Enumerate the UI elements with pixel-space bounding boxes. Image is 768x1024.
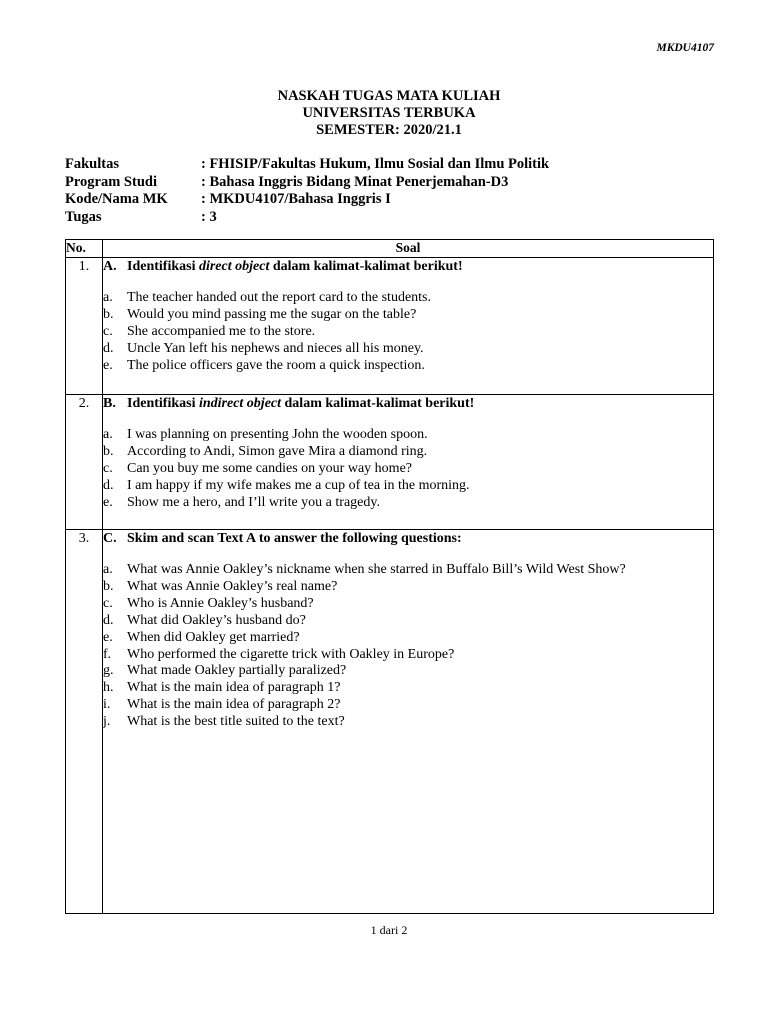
instruction-emphasis: indirect object bbox=[198, 396, 282, 411]
question-number: 1. bbox=[66, 258, 103, 395]
section-letter: C. bbox=[103, 531, 117, 546]
instruction-text: dalam kalimat-kalimat berikut! bbox=[269, 259, 463, 274]
info-label: Kode/Nama MK bbox=[65, 191, 168, 207]
item-label: d. bbox=[103, 612, 114, 628]
item-text: What was Annie Oakley’s nickname when she starred in Buffalo Bill’s Wild West Show? bbox=[127, 562, 626, 577]
list-item bbox=[103, 562, 713, 579]
course-code: MKDU4107 bbox=[656, 42, 714, 54]
list-item bbox=[103, 495, 713, 512]
course-info bbox=[65, 156, 549, 226]
item-label: b. bbox=[103, 306, 114, 322]
item-label: c. bbox=[103, 595, 113, 611]
info-row-fakultas bbox=[65, 156, 549, 174]
list-item bbox=[103, 358, 713, 375]
section-letter: B. bbox=[103, 396, 116, 411]
item-text: What made Oakley partially paralized? bbox=[127, 663, 347, 679]
item-text: I was planning on presenting John the wooden spoon. bbox=[127, 427, 428, 442]
list-item bbox=[103, 613, 713, 630]
section-heading bbox=[103, 395, 713, 412]
document-title bbox=[0, 88, 768, 139]
list-item bbox=[103, 427, 713, 444]
column-header-soal: Soal bbox=[103, 240, 714, 258]
list-item bbox=[103, 324, 713, 341]
question-list bbox=[103, 427, 713, 512]
item-text: What did Oakley’s husband do? bbox=[127, 612, 306, 628]
item-text: Who is Annie Oakley’s husband? bbox=[127, 595, 314, 611]
info-row-program-studi bbox=[65, 174, 549, 192]
info-label: Tugas bbox=[65, 208, 102, 225]
question-cell bbox=[103, 395, 714, 530]
item-label: b. bbox=[103, 578, 114, 594]
instruction-emphasis: direct object bbox=[198, 259, 270, 274]
item-label: c. bbox=[103, 323, 113, 339]
section-letter: A. bbox=[103, 259, 117, 274]
list-item bbox=[103, 680, 713, 697]
item-text: What is the main idea of paragraph 1? bbox=[127, 680, 341, 696]
list-item bbox=[103, 697, 713, 714]
list-item bbox=[103, 341, 713, 358]
list-item bbox=[103, 444, 713, 461]
item-label: h. bbox=[103, 680, 114, 696]
item-text: According to Andi, Simon gave Mira a diamond ring. bbox=[127, 443, 428, 459]
item-text: What is the main idea of paragraph 2? bbox=[127, 697, 341, 713]
list-item bbox=[103, 596, 713, 613]
info-row-tugas bbox=[65, 209, 549, 227]
item-text: What was Annie Oakley’s real name? bbox=[127, 578, 338, 594]
question-list bbox=[103, 290, 713, 375]
item-label: e. bbox=[103, 494, 113, 510]
column-header-no: No. bbox=[66, 240, 103, 258]
list-item bbox=[103, 714, 713, 731]
item-label: b. bbox=[103, 443, 114, 459]
item-label: a. bbox=[103, 427, 113, 442]
item-label: a. bbox=[103, 562, 113, 577]
item-text: What is the best title suited to the text? bbox=[127, 714, 345, 730]
title-line-3: SEMESTER: 2020/21.1 bbox=[316, 122, 462, 138]
item-label: a. bbox=[103, 290, 113, 305]
info-value: : 3 bbox=[201, 208, 217, 225]
item-text: I am happy if my wife makes me a cup of tea in the morning. bbox=[127, 477, 470, 493]
list-item bbox=[103, 579, 713, 596]
info-label: Fakultas bbox=[65, 156, 119, 172]
list-item bbox=[103, 478, 713, 495]
item-label: j. bbox=[103, 714, 111, 730]
item-label: g. bbox=[103, 663, 114, 679]
title-line-2: UNIVERSITAS TERBUKA bbox=[302, 105, 476, 121]
questions-table bbox=[65, 239, 714, 914]
table-row bbox=[66, 530, 714, 914]
instruction-text: dalam kalimat-kalimat berikut! bbox=[281, 396, 475, 411]
item-text: When did Oakley get married? bbox=[127, 629, 300, 645]
list-item bbox=[103, 630, 713, 647]
question-number: 2. bbox=[66, 395, 103, 530]
instruction-text: Identifikasi bbox=[127, 396, 199, 411]
info-value: : Bahasa Inggris Bidang Minat Penerjemahan-D3 bbox=[201, 173, 509, 190]
title-line-1: NASKAH TUGAS MATA KULIAH bbox=[277, 88, 501, 104]
section-heading bbox=[103, 258, 713, 275]
item-label: c. bbox=[103, 460, 113, 476]
question-list bbox=[103, 562, 713, 731]
item-label: d. bbox=[103, 340, 114, 356]
question-number: 3. bbox=[66, 530, 103, 914]
question-cell bbox=[103, 530, 714, 914]
info-row-kode-mk bbox=[65, 191, 549, 209]
item-label: d. bbox=[103, 477, 114, 493]
list-item bbox=[103, 461, 713, 478]
item-text: The teacher handed out the report card to the students. bbox=[127, 290, 431, 305]
section-instruction bbox=[127, 258, 463, 275]
item-text: Uncle Yan left his nephews and nieces all his money. bbox=[127, 340, 424, 356]
table-header-row bbox=[66, 240, 714, 258]
item-label: e. bbox=[103, 357, 113, 373]
info-label: Program Studi bbox=[65, 173, 157, 190]
question-cell bbox=[103, 258, 714, 395]
info-value: : FHISIP/Fakultas Hukum, Ilmu Sosial dan Ilmu Politik bbox=[201, 156, 550, 172]
table-row bbox=[66, 258, 714, 395]
item-label: i. bbox=[103, 697, 111, 713]
table-row bbox=[66, 395, 714, 530]
info-value: : MKDU4107/Bahasa Inggris I bbox=[201, 191, 391, 207]
list-item bbox=[103, 307, 713, 324]
item-text: Would you mind passing me the sugar on the table? bbox=[127, 306, 417, 322]
list-item bbox=[103, 647, 713, 664]
item-text: She accompanied me to the store. bbox=[127, 323, 316, 339]
section-instruction bbox=[127, 395, 474, 412]
item-label: e. bbox=[103, 629, 113, 645]
item-text: Who performed the cigarette trick with Oakley in Europe? bbox=[127, 646, 455, 662]
instruction-text: Skim and scan Text A to answer the following questions: bbox=[127, 531, 462, 546]
section-heading bbox=[103, 530, 713, 547]
item-text: Can you buy me some candies on your way home? bbox=[127, 460, 412, 476]
item-label: f. bbox=[103, 646, 112, 662]
instruction-text: Identifikasi bbox=[127, 259, 199, 274]
page-number: 1 dari 2 bbox=[370, 923, 408, 937]
list-item bbox=[103, 663, 713, 680]
section-instruction bbox=[127, 530, 462, 547]
item-text: Show me a hero, and I’ll write you a tragedy. bbox=[127, 494, 380, 510]
item-text: The police officers gave the room a quick inspection. bbox=[127, 357, 425, 373]
list-item bbox=[103, 290, 713, 307]
